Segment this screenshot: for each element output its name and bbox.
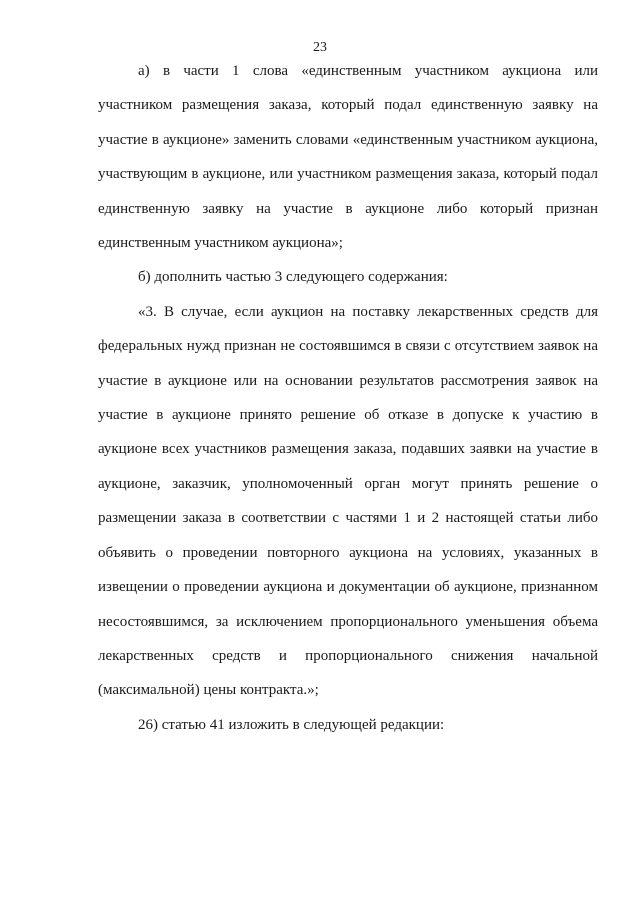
text-line: извещении о проведении аукциона и документации об аукционе, признанном [98,579,598,596]
text-line: лекарственных средств и пропорционального снижения начальной [98,647,598,664]
text-line: (максимальной) цены контракта.»; [98,682,319,699]
text-line: участие в аукционе принято решение об отказе в допуске к участию в [98,407,598,424]
text-line: «3. В случае, если аукцион на поставку лекарственных средств для [138,303,598,320]
text-line: а) в части 1 слова «единственным участником аукциона или [138,63,598,79]
paragraph-part-3 [98,295,598,708]
text-line: участие в аукционе» заменить словами «единственным участником аукциона, [98,131,598,148]
text-line: аукционе всех участников размещения заказа, подавших заявки на участие в [98,441,598,458]
paragraph-item-a [98,54,598,260]
text-line: единственным участником аукциона»; [98,235,343,252]
text-line: объявить о проведении повторного аукциона на условиях, указанных в [98,544,598,561]
text-line: федеральных нужд признан не состоявшимся в связи с отсутствием заявок на [98,338,598,355]
page-number: 23 [313,40,327,55]
text-line: единственную заявку на участие в аукционе либо который признан [98,200,598,217]
text-line: несостоявшимся, за исключением пропорционального уменьшения объема [98,613,598,630]
document-body [98,54,598,742]
text-line: 26) статью 41 изложить в следующей редакции: [138,716,445,733]
text-line: участие в аукционе или на основании результатов рассмотрения заявок на [98,372,598,389]
text-line: участником размещения заказа, который подал единственную заявку на [98,97,598,114]
text-line: аукционе, заказчик, уполномоченный орган могут принять решение о [98,475,598,492]
paragraph-item-b [98,260,598,294]
paragraph-item-26 [98,708,598,742]
text-line: б) дополнить частью 3 следующего содержания: [138,269,448,286]
text-line: участвующим в аукционе, или участником размещения заказа, который подал [98,166,598,183]
text-line: размещении заказа в соответствии с частями 1 и 2 настоящей статьи либо [98,510,598,527]
